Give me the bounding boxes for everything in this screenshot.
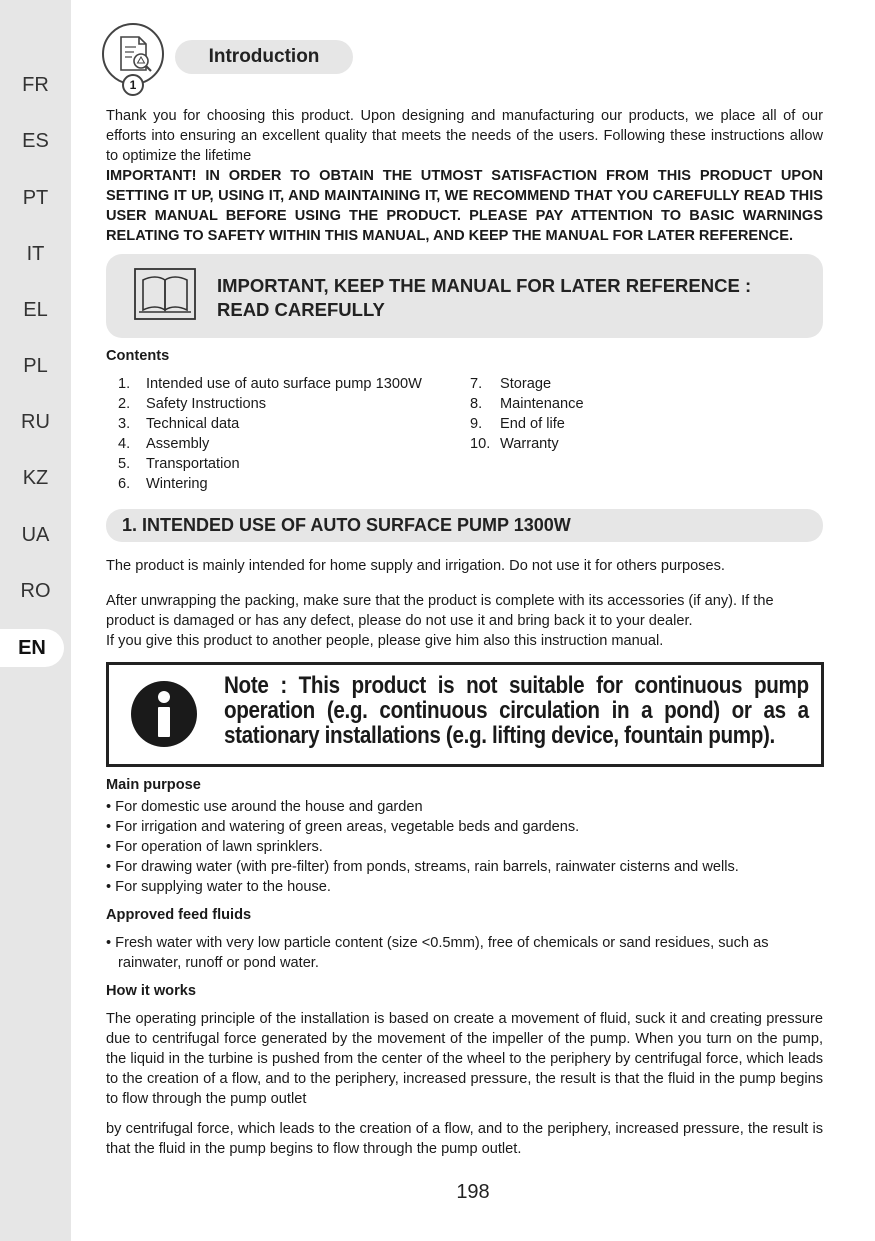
toc-item[interactable] [470,394,584,414]
toc-column-left [106,374,422,494]
how-it-works-title: How it works [106,983,197,999]
toc-number: 4. [118,436,131,452]
lang-tab-it[interactable]: IT [26,243,45,265]
toc-number: 8. [470,396,483,412]
how-it-works-paragraph: The operating principle of the installation is based on create a movement of fluid, suck it and creating pressure due to centrifugal force generated by the movement of the impeller of the pump. When you turn on the pump, the liquid in the turbine is pushed from the center of the wheel to the periphery by centrifugal force, which leads to the creation of a flow, and to the periphery, increased pressure, the result is that the fluid in the pump begins to flow through the pump outlet [106,1011,823,1107]
intro-paragraph: Thank you for choosing this product. Upon designing and manufacturing our products, we place all of our efforts into ensuring an excellent quality that meets the needs of the users. Following these instructions allow to optimize the lifetime [106,108,823,164]
lang-tab-fr[interactable]: FR [22,74,49,96]
note-box [106,662,824,767]
toc-number: 1. [118,376,131,392]
keep-manual-text: IMPORTANT, KEEP THE MANUAL FOR LATER REFERENCE : READ CAREFULLY [217,275,752,320]
approved-fluids-title: Approved feed fluids [106,907,252,923]
lang-tab-ro[interactable]: RO [20,580,51,602]
toc-column-right [470,374,584,454]
toc-item[interactable] [470,414,584,434]
toc-item[interactable] [106,394,422,414]
lang-tab-ru[interactable]: RU [21,411,50,433]
keep-manual-box [106,254,823,338]
section-title-pill: Introduction [175,40,353,74]
toc-item[interactable] [106,454,422,474]
toc-number: 6. [118,476,131,492]
how-it-works-paragraph: by centrifugal force, which leads to the creation of a flow, and to the periphery, increased pressure, the result is that the fluid in the pump begins to flow through the pump outlet. [106,1121,823,1157]
note-text: Note : This product is not suitable for continuous pump operation (e.g. continuous circulation in a pond) or as a stationary installations (e.g. lifting device, fountain pump). [224,672,809,749]
page-number: 198 [456,1181,490,1203]
lang-tab-es[interactable]: ES [22,130,49,152]
section-heading-bar: 1. INTENDED USE OF AUTO SURFACE PUMP 1300W [106,509,823,542]
main-purpose-title: Main purpose [106,777,201,793]
section-paragraph: The product is mainly intended for home supply and irrigation. Do not use it for others purposes. [106,558,725,574]
list-item: • For domestic use around the house and garden [106,799,423,815]
info-icon [129,679,199,749]
language-sidebar [0,0,71,1241]
section-number-badge: 1 [122,74,144,96]
toc-number: 10. [470,436,491,452]
toc-number: 3. [118,416,131,432]
list-item: • For operation of lawn sprinklers. [106,839,323,855]
list-item: • For irrigation and watering of green areas, vegetable beds and gardens. [106,819,580,835]
toc-number: 2. [118,396,131,412]
toc-item[interactable] [106,414,422,434]
toc-item[interactable] [106,474,422,494]
toc-item[interactable] [106,374,422,394]
toc-number: 7. [470,376,483,392]
open-book-icon [134,268,196,320]
lang-tab-pl[interactable]: PL [23,355,48,377]
toc-label: End of life [500,416,565,432]
toc-number: 9. [470,416,483,432]
toc-label: Safety Instructions [146,396,267,412]
toc-label: Warranty [500,436,559,452]
lang-tab-pt[interactable]: PT [22,187,49,209]
list-item: • For drawing water (with pre-filter) from ponds, streams, rain barrels, rainwater cisterns and wells. [106,859,739,875]
lang-tab-ua[interactable]: UA [21,524,50,546]
toc-item[interactable] [106,434,422,454]
toc-label: Assembly [146,436,210,452]
section-paragraph: If you give this product to another people, please give him also this instruction manual. [106,633,664,649]
lang-tab-kz[interactable]: KZ [22,467,49,489]
important-warning-paragraph: IMPORTANT! IN ORDER TO OBTAIN THE UTMOST SATISFACTION FROM THIS PRODUCT UPON SETTING IT UP, USING IT, AND MAINTAINING IT, WE RECOMMEND THAT YOU CAREFULLY READ THIS USER MANUAL BEFORE USING THE PRODUCT. PLEASE PAY ATTENTION TO BASIC WARNINGS RELATING TO SAFETY WITHIN THIS MANUAL, AND KEEP THE MANUAL FOR LATER REFERENCE. [106,168,823,244]
list-item: • For supplying water to the house. [106,879,331,895]
toc-label: Technical data [146,416,240,432]
lang-tab-el[interactable]: EL [23,299,48,321]
toc-label: Intended use of auto surface pump 1300W [146,376,422,392]
toc-label: Transportation [146,456,240,472]
list-item: • Fresh water with very low particle content (size <0.5mm), free of chemicals or sand residues, such as rainwater, runoff or pond water. [106,935,769,971]
toc-item[interactable] [470,374,584,394]
lang-tab-en-active[interactable]: EN [0,629,64,667]
toc-number: 5. [118,456,131,472]
contents-title: Contents [106,348,170,364]
section-paragraph: After unwrapping the packing, make sure that the product is complete with its accessories (if any). If the product is damaged or has any defect, please do not use it and bring back it to your dealer. [106,593,774,629]
toc-label: Storage [500,376,552,392]
toc-label: Maintenance [500,396,584,412]
toc-label: Wintering [146,476,208,492]
toc-item[interactable] [470,434,584,454]
